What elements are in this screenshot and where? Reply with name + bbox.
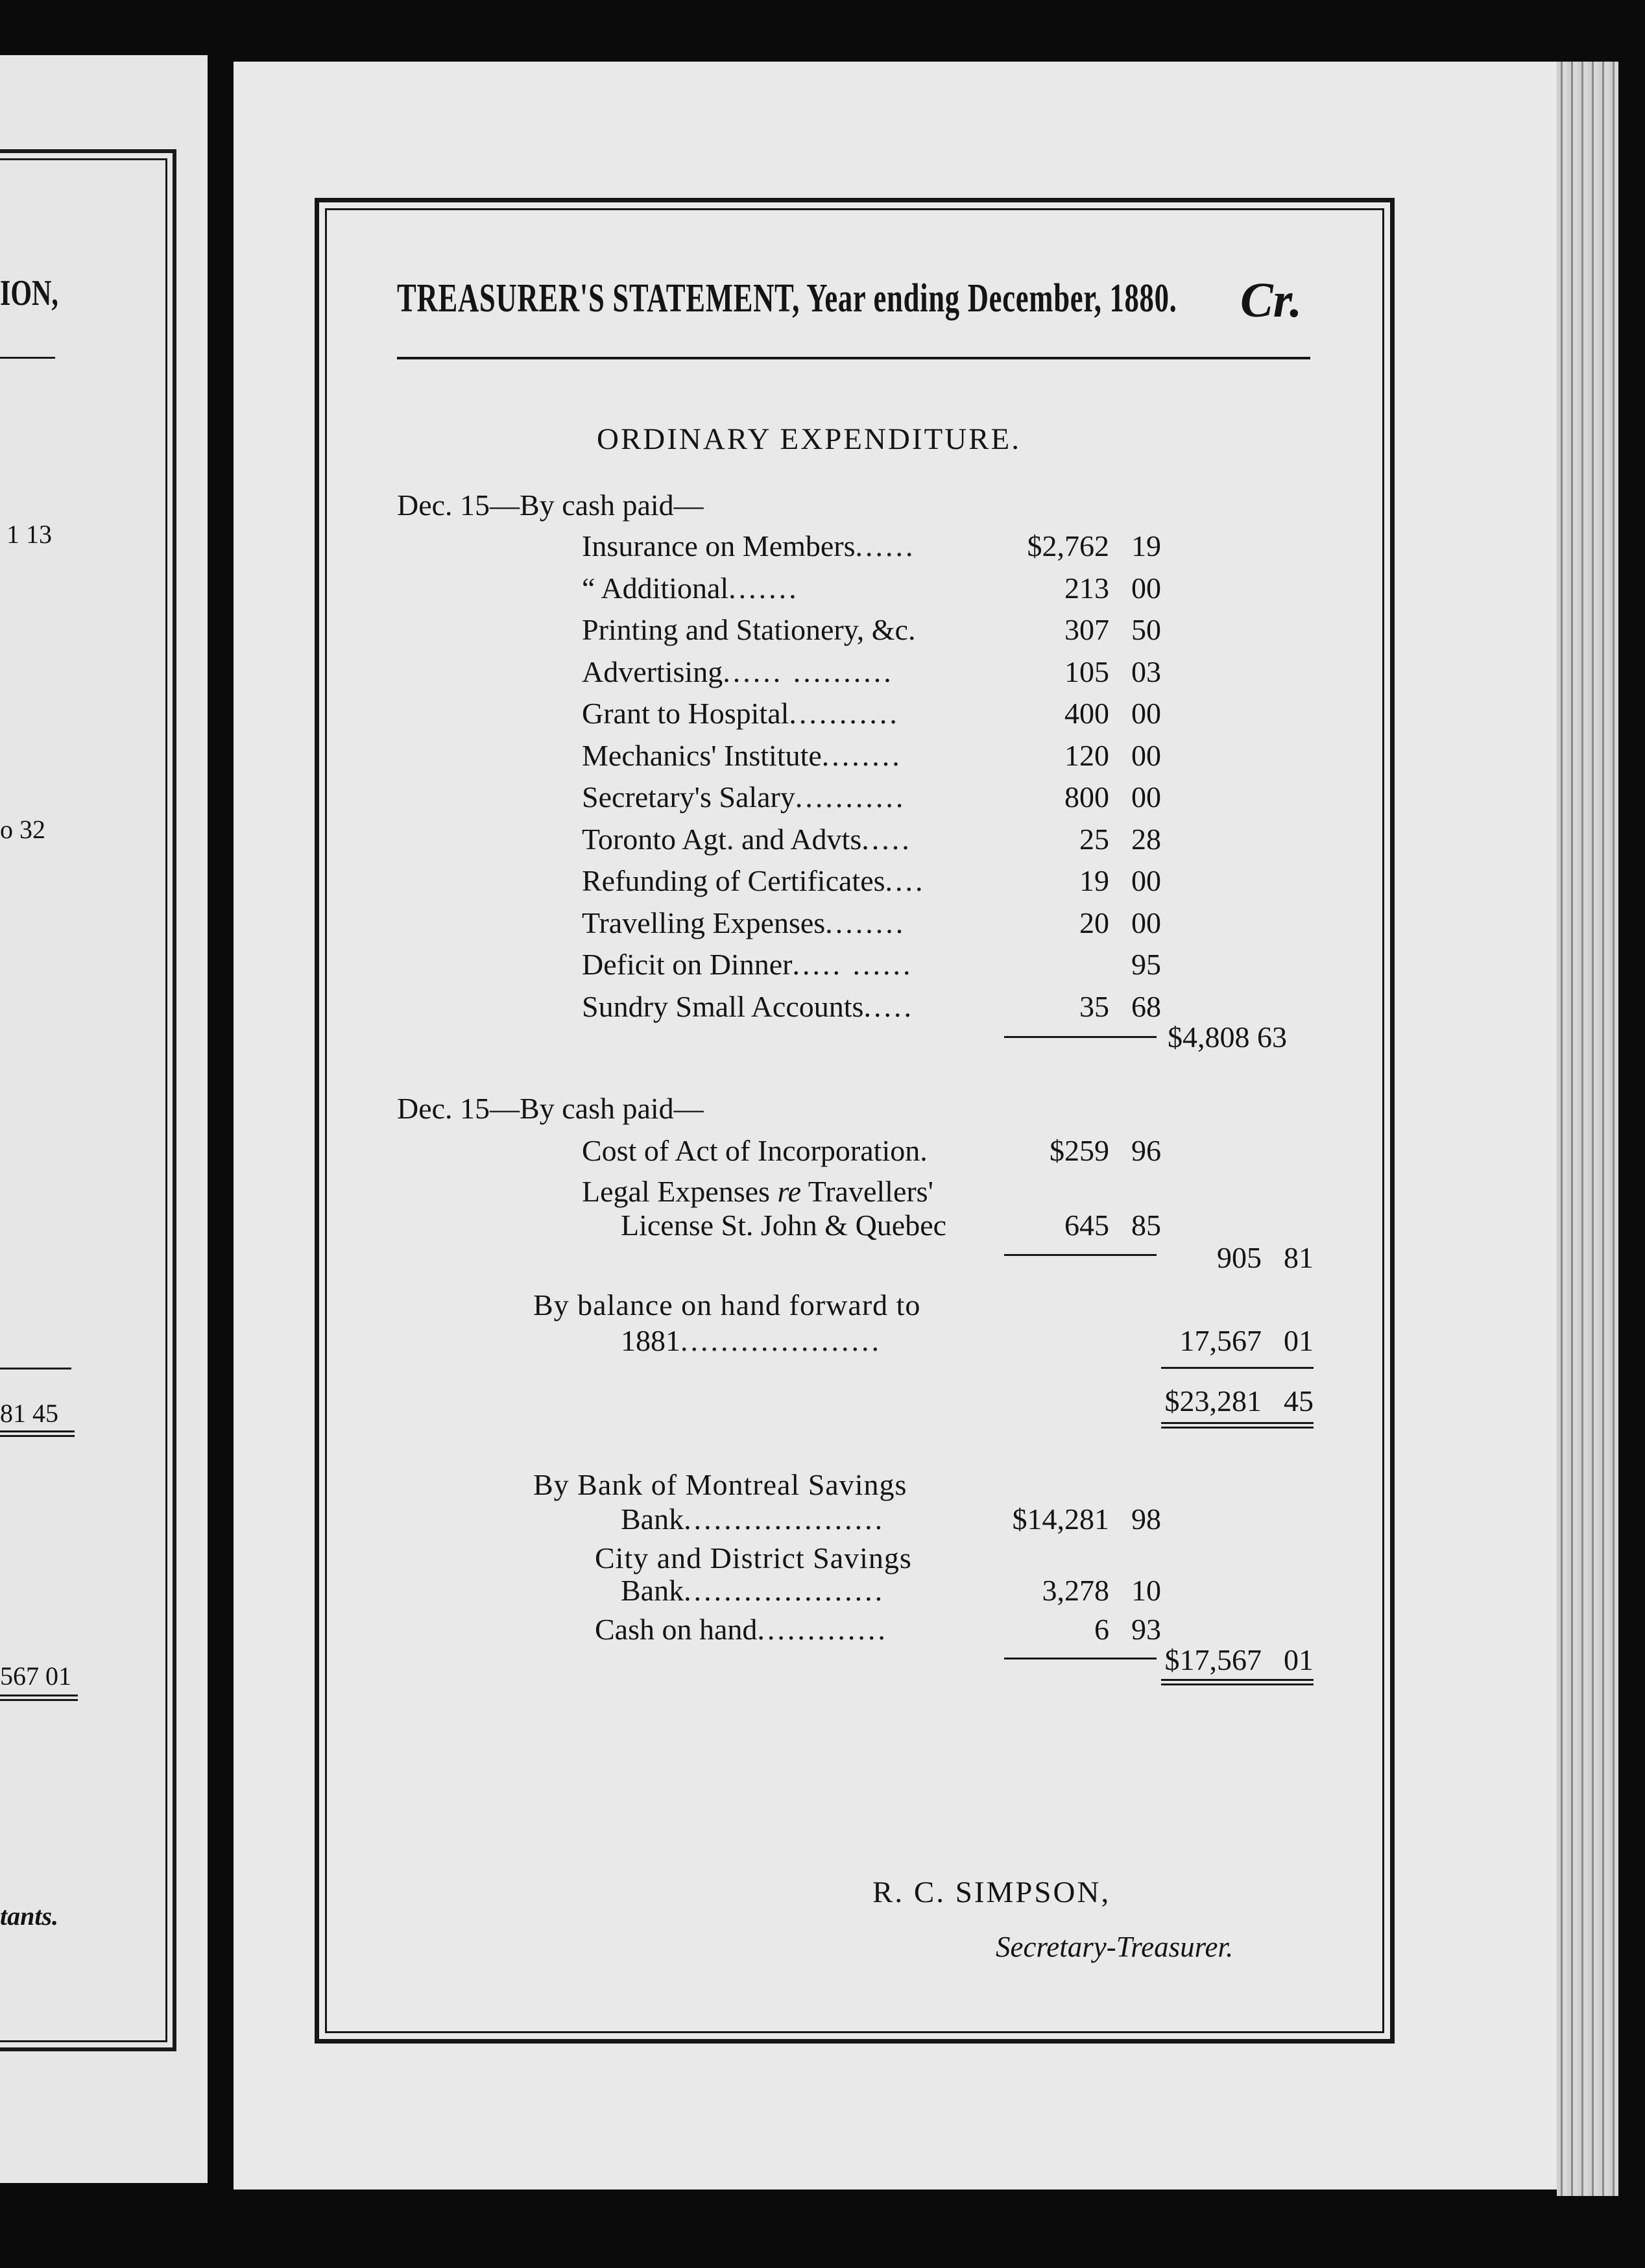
bank2-line1: City and District Savings [595, 1541, 912, 1574]
bank1-dollars: $14,281 [1012, 1502, 1109, 1536]
section2-item2-cents: 85 [1131, 1209, 1161, 1242]
section2-subtotal-rule [1004, 1254, 1157, 1256]
left-double-rule-2 [0, 1695, 78, 1701]
section1-item-desc [582, 822, 912, 856]
balance-year: 1881 [621, 1324, 680, 1357]
left-double-rule-1 [0, 1430, 75, 1437]
section1-item-cents: 00 [1131, 906, 1161, 939]
section1-item-dollars: 307 [1064, 613, 1109, 646]
left-fragment-amount-4: 567 01 [0, 1661, 71, 1691]
cash-dollars: 6 [1094, 1613, 1109, 1646]
left-rule-1 [0, 1368, 71, 1369]
section1-item-cents: 00 [1131, 697, 1161, 730]
section1-item-cents: 03 [1131, 655, 1161, 688]
section1-item-leader: ....... [728, 572, 799, 605]
statement-title: TREASURER'S STATEMENT, Year ending December, 1880. [397, 276, 1177, 320]
bank2-line2 [621, 1573, 885, 1608]
section1-item-desc [582, 780, 906, 814]
section1-item-label: Grant to Hospital [582, 697, 789, 730]
section1-item-cents: 95 [1131, 948, 1161, 981]
section1-item-leader: ..... ...... [792, 948, 913, 981]
section1-item-leader: ........... [795, 780, 906, 814]
signature-title: Secretary-Treasurer. [996, 1931, 1234, 1963]
section1-item-desc [582, 947, 913, 982]
section1-item-label: Deficit on Dinner [582, 948, 793, 981]
section1-item-dollars: 20 [1079, 906, 1109, 939]
section1-item-label: Toronto Agt. and Advts [582, 823, 862, 856]
section1-item-desc [582, 529, 916, 563]
section1-item-dollars: 105 [1064, 655, 1109, 688]
banks-subtotal-rule [1004, 1658, 1157, 1659]
cash-line [595, 1612, 888, 1647]
section2-item2-desc-b: Travellers' [801, 1175, 933, 1208]
section1-item-dollars: 19 [1079, 864, 1109, 897]
section1-item-label: Mechanics' Institute [582, 739, 822, 772]
bank1-cents: 98 [1131, 1502, 1161, 1536]
section1-item-label: Insurance on Members [582, 529, 856, 562]
balance-rule [1161, 1367, 1314, 1369]
section1-item-desc [582, 696, 900, 730]
section1-item-cents: 50 [1131, 613, 1161, 646]
left-page-frame [0, 149, 176, 2051]
bank2-leader: .................... [684, 1574, 885, 1607]
banks-total-cents: 01 [1284, 1643, 1314, 1676]
section2-item2-desc-re: re [777, 1175, 802, 1208]
balance-line1: By balance on hand forward to [533, 1288, 921, 1321]
section1-item-desc [582, 989, 914, 1024]
section1-item-dollars: 25 [1079, 823, 1109, 856]
section1-item-desc [582, 571, 799, 605]
page-edge [1557, 62, 1618, 2196]
section1-item-leader: ...... .......... [723, 655, 894, 688]
banks-total-double-rule [1161, 1679, 1314, 1685]
section2-total-cents: 81 [1284, 1241, 1314, 1274]
left-fragment-amount-2: o 32 [0, 815, 45, 844]
left-fragment-title: ION, [0, 273, 58, 313]
section1-item-leader: ...... [855, 529, 916, 562]
section1-item-label: Secretary's Salary [582, 780, 795, 814]
section1-item-cents: 00 [1131, 739, 1161, 772]
section2-item2-desc-a: Legal Expenses [582, 1175, 778, 1208]
section2-item2-desc [582, 1174, 933, 1209]
balance-dollars: 17,567 [1179, 1324, 1262, 1357]
section1-total-cents: 63 [1257, 1020, 1287, 1054]
section1-item-label: Advertising [582, 655, 723, 688]
section1-item-desc [582, 738, 902, 773]
bank1-line1: By Bank of Montreal Savings [533, 1468, 907, 1501]
section2-item2-dollars: 645 [1064, 1209, 1109, 1242]
section1-item-leader: .... [885, 864, 926, 897]
bank1-leader: .................... [684, 1502, 885, 1536]
section1-item-leader: ..... [863, 990, 914, 1023]
section2-item1-cents: 96 [1131, 1134, 1161, 1167]
bank2-cents: 10 [1131, 1574, 1161, 1607]
balance-cents: 01 [1284, 1324, 1314, 1357]
section1-item-cents: 00 [1131, 780, 1161, 814]
title-rule [397, 357, 1310, 359]
cash-cents: 93 [1131, 1613, 1161, 1646]
section1-item-leader: ..... [861, 823, 912, 856]
signature-name: R. C. SIMPSON, [872, 1876, 1111, 1909]
banks-total-dollars: $17,567 [1164, 1643, 1262, 1676]
left-fragment-signature: tants. [0, 1901, 59, 1931]
section1-item-desc [582, 863, 926, 898]
bank1-line2 [621, 1502, 885, 1536]
bank2-dollars: 3,278 [1042, 1574, 1109, 1607]
left-fragment-amount-3: 81 45 [0, 1399, 58, 1428]
section1-item-desc [582, 906, 906, 940]
section2-total-dollars: 905 [1217, 1241, 1262, 1274]
grand-total-cents: 45 [1284, 1384, 1314, 1418]
section1-item-dollars: 120 [1064, 739, 1109, 772]
section-heading: ORDINARY EXPENDITURE. [597, 422, 1021, 456]
section1-item-dollars: 400 [1064, 697, 1109, 730]
section2-item2-line2: License St. John & Quebec [621, 1209, 947, 1242]
section1-item-dollars: $2,762 [1027, 529, 1109, 562]
grand-total-dollars: $23,281 [1164, 1384, 1262, 1418]
section1-item-desc [582, 655, 894, 689]
section1-item-leader: . [907, 613, 919, 646]
section1-item-cents: 68 [1131, 990, 1161, 1023]
section2-label: Dec. 15—By cash paid— [397, 1092, 704, 1125]
section1-subtotal-rule [1004, 1036, 1157, 1038]
credit-mark: Cr. [1240, 273, 1303, 328]
section1-item-label: Travelling Expenses [582, 906, 826, 939]
bank1-word: Bank [621, 1502, 684, 1536]
section1-item-label: “ Additional [582, 572, 729, 605]
balance-line2 [621, 1323, 882, 1358]
section1-item-label: Sundry Small Accounts [582, 990, 864, 1023]
section2-item1-desc: Cost of Act of Incorporation. [582, 1134, 928, 1167]
section2-item1-dollars: $259 [1050, 1134, 1109, 1167]
section1-item-cents: 00 [1131, 864, 1161, 897]
section1-item-dollars: 213 [1064, 572, 1109, 605]
bank2-word: Bank [621, 1574, 684, 1607]
section1-total-dollars: $4,808 [1168, 1020, 1250, 1054]
section1-item-cents: 19 [1131, 529, 1161, 562]
left-fragment-amount-1: 1 13 [6, 520, 52, 549]
section1-item-leader: ........ [825, 906, 906, 939]
cash-desc: Cash on hand [595, 1613, 758, 1646]
grand-total-double-rule [1161, 1422, 1314, 1429]
section1-item-cents: 28 [1131, 823, 1161, 856]
section1-item-dollars: 35 [1079, 990, 1109, 1023]
section1-item-label: Printing and Stationery, &c [582, 613, 908, 646]
left-title-rule [0, 357, 55, 359]
section1-item-label: Refunding of Certificates [582, 864, 885, 897]
section1-item-leader: ........... [789, 697, 900, 730]
section1-item-dollars: 800 [1064, 780, 1109, 814]
section1-item-cents: 00 [1131, 572, 1161, 605]
section1-item-desc [582, 612, 918, 647]
section1-item-leader: ........ [821, 739, 902, 772]
section1-total [1168, 1020, 1336, 1054]
section1-label: Dec. 15—By cash paid— [397, 489, 704, 522]
cash-leader: ............. [757, 1613, 888, 1646]
balance-leader: .................... [680, 1324, 882, 1357]
